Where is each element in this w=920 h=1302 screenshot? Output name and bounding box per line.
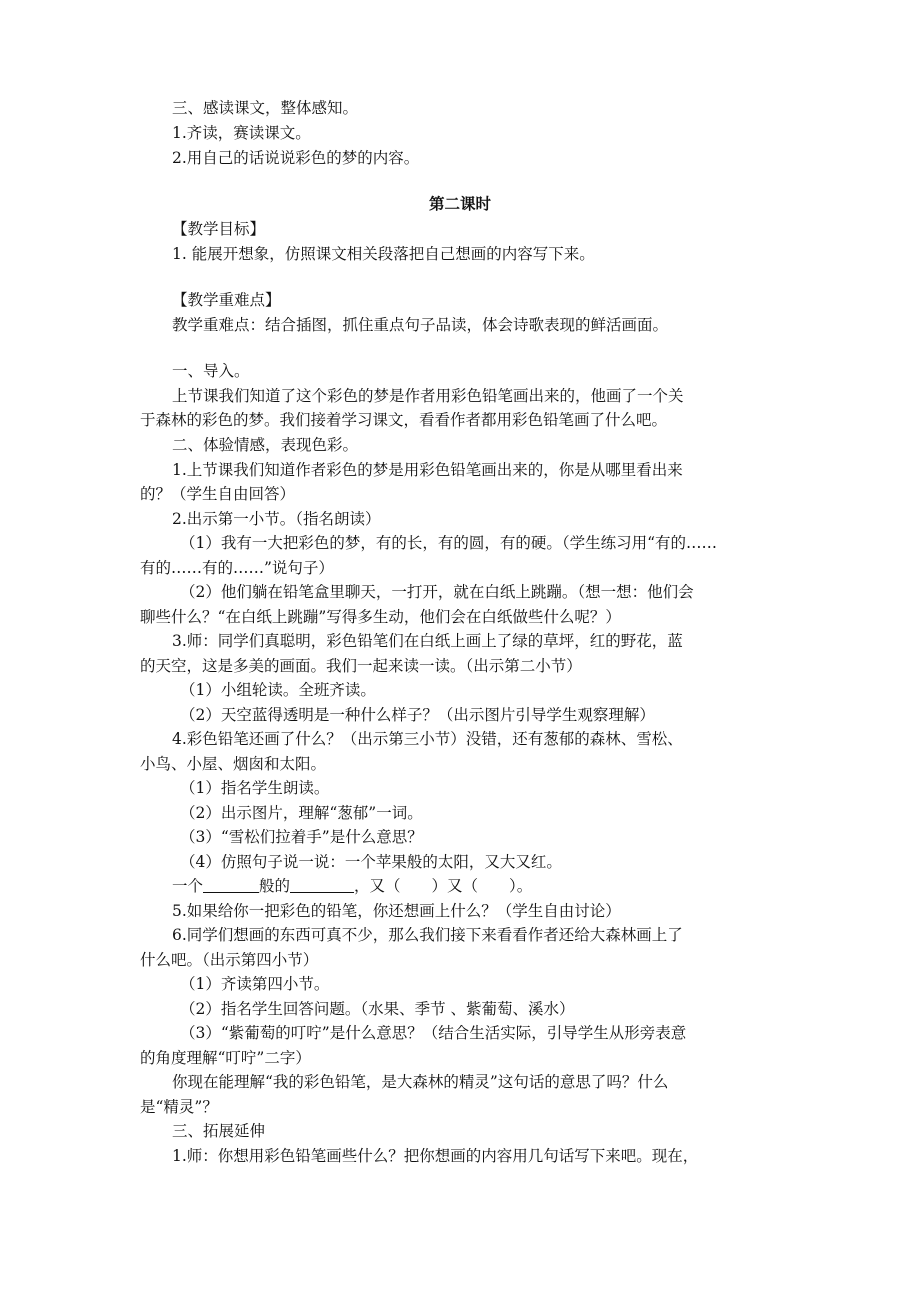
section-heading: 三、拓展延伸: [172, 1122, 266, 1140]
paragraph-line: 什么吧。（出示第四小节）: [140, 951, 319, 969]
section-heading: 三、感读课文，整体感知。: [172, 99, 359, 117]
paragraph-line: （3）“紫葡萄的叮咛”是什么意思？（结合生活实际，引导学生从形旁表意: [180, 1024, 687, 1042]
paragraph-line: 5.如果给你一把彩色的铅笔，你还想画上什么？（学生自由讨论）: [172, 902, 621, 920]
paragraph-line: （1）小组轮读。全班齐读。: [180, 681, 376, 699]
paragraph-line: 上节课我们知道了这个彩色的梦是作者用彩色铅笔画出来的，他画了一个关: [172, 387, 684, 405]
paragraph-line: 的天空，这是多美的画面。我们一起来读一读。（出示第二小节）: [140, 657, 582, 675]
paragraph-line: 1.师：你想用彩色铅笔画些什么？把你想画的内容用几句话写下来吧。现在，: [172, 1147, 699, 1165]
paragraph-line: （1）我有一大把彩色的梦，有的长，有的圆，有的硬。（学生练习用“有的……: [180, 534, 718, 552]
paragraph-line: 2.用自己的话说说彩色的梦的内容。: [172, 149, 420, 167]
paragraph-line: 你现在能理解“我的彩色铅笔，是大森林的精灵”这句话的意思了吗？什么: [172, 1073, 669, 1091]
paragraph-line: 是“精灵”？: [140, 1098, 218, 1116]
paragraph-line: 2.出示第一小节。（指名朗读）: [172, 510, 381, 528]
fill-text: 一个: [172, 877, 204, 895]
paragraph-line: （4）仿照句子说一说：一个苹果般的太阳，又大又红。: [180, 853, 562, 871]
section-heading: 【教学重难点】: [172, 291, 281, 309]
paragraph-line: 的角度理解“叮咛”二字）: [140, 1049, 311, 1067]
fill-text: 般的: [259, 877, 291, 895]
paragraph-line: 聊些什么？“在白纸上跳蹦”写得多生动，他们会在白纸做些什么呢？）: [140, 608, 621, 626]
paragraph-line: 4.彩色铅笔还画了什么？（出示第三小节）没错，还有葱郁的森林、雪松、: [172, 730, 683, 748]
paragraph-line: 有的……有的……”说句子）: [140, 559, 334, 577]
paragraph-line: （2）指名学生回答问题。（水果、季节 、紫葡萄、溪水）: [180, 1000, 575, 1018]
fill-blank: [290, 876, 354, 893]
paragraph-line: （2）他们躺在铅笔盒里聊天，一打开，就在白纸上跳蹦。（想一想：他们会: [180, 583, 694, 601]
paragraph-line: 1.上节课我们知道作者彩色的梦是用彩色铅笔画出来的，你是从哪里看出来: [172, 461, 683, 479]
paragraph-line: 于森林的彩色的梦。我们接着学习课文，看看作者都用彩色铅笔画了什么吧。: [140, 411, 668, 429]
fill-in-sentence: [172, 874, 822, 898]
lesson-title: 第二课时: [428, 194, 491, 213]
paragraph-line: 3.师：同学们真聪明，彩色铅笔们在白纸上画上了绿的草坪，红的野花，蓝: [172, 632, 683, 650]
paragraph-line: 教学重难点：结合插图，抓住重点句子品读，体会诗歌表现的鲜活画面。: [172, 316, 669, 334]
paragraph-line: （1）齐读第四小节。: [180, 975, 330, 993]
paragraph-line: （1）指名学生朗读。: [180, 779, 330, 797]
paragraph-line: （2）天空蓝得透明是一种什么样子？（出示图片引导学生观察理解）: [180, 706, 655, 724]
paragraph-line: 1.齐读，赛读课文。: [172, 124, 311, 142]
section-heading: 二、体验情感，表现色彩。: [172, 436, 359, 454]
paragraph-line: 的？（学生自由回答）: [140, 485, 296, 503]
paragraph-line: 6.同学们想画的东西可真不少，那么我们接下来看看作者还给大森林画上了: [172, 926, 683, 944]
section-heading: 【教学目标】: [172, 220, 266, 238]
paragraph-line: 小鸟、小屋、烟囱和太阳。: [140, 755, 327, 773]
fill-text: ，又（ ）又（ ）。: [354, 877, 533, 895]
section-heading: 一、导入。: [172, 362, 250, 380]
paragraph-line: （2）出示图片，理解“葱郁”一词。: [180, 804, 423, 822]
paragraph-line: 1. 能展开想象，仿照课文相关段落把自己想画的内容写下来。: [172, 245, 595, 263]
paragraph-line: （3）“雪松们拉着手”是什么意思？: [180, 828, 423, 846]
fill-blank: [203, 876, 259, 893]
